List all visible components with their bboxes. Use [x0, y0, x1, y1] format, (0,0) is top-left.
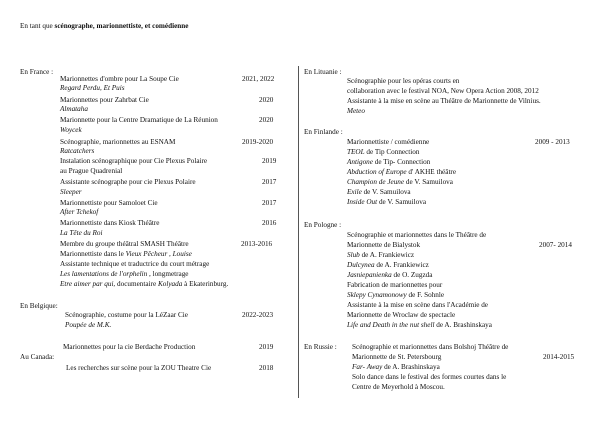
entry-text: d' AKHE théâtre: [406, 168, 457, 176]
entry-year: 2014-2015: [543, 353, 575, 361]
entry-line: [347, 178, 453, 188]
entry-year: 2022-2023: [242, 311, 274, 319]
entry-text: , longmetrage: [147, 270, 189, 278]
production-title: Life and Death in the nut shell: [347, 321, 435, 329]
entry-year: 2020: [259, 96, 274, 104]
production-title: Kolyada: [157, 280, 183, 288]
production-title: Sklepy Cynamonowy: [347, 291, 407, 299]
entry-line: Scénographie et marionnettes dans le Théâtre de: [347, 231, 487, 239]
entry-text: de A. Frankiewicz: [374, 261, 429, 269]
entry-line: Solo dance dans le festival des formes courtes dans le: [352, 373, 507, 381]
production-title: Inside Out: [347, 198, 378, 206]
entry-text: de O. Zugzda: [391, 271, 433, 279]
entry-title: Membre du groupe théâtral SMASH Théâtre: [60, 240, 189, 248]
section-heading-pologne: En Pologne :: [304, 221, 342, 229]
entry-year: 2017: [262, 199, 277, 207]
entry-text: de Tip Connection: [364, 148, 420, 156]
entry-line: Assistante à la mise en scène au Théâtre de Marionnette de Vilnius.: [347, 97, 541, 105]
entry-line: [347, 291, 444, 301]
entry-text: à Ekaterinburg.: [182, 280, 229, 288]
entry-text: de Tip- Connection: [372, 158, 431, 166]
production-title: Vieux Pêcheur , Louise: [125, 250, 192, 258]
entry-line: [347, 168, 456, 178]
production-title: TEOL: [347, 148, 365, 156]
production-title: Exile: [347, 188, 362, 196]
entry-line: Centre de Meyerhold à Moscou.: [352, 383, 445, 391]
entry-line: [347, 198, 426, 208]
entry-text: de A. Brashinskaya: [382, 363, 440, 371]
production-title: Poupée de M.K.: [65, 321, 112, 329]
entry-line: Assistante à la mise en scène dans l'Académie de: [347, 301, 489, 309]
entry-text: Marionnettiste dans le: [60, 250, 126, 258]
production-title: Les lamentations de l'orphelin: [60, 270, 148, 278]
production-title: Jasniepanienka: [347, 271, 392, 279]
entry-line: [347, 188, 411, 198]
entry-title: Instalation scénographique pour Cie Plexus Polaire: [60, 157, 208, 165]
entry-line: [347, 321, 492, 331]
entry-year: 2007- 2014: [539, 241, 572, 249]
section-heading-canada: Au Canada:: [20, 353, 55, 361]
entry-year: 2019: [259, 343, 274, 351]
production-title: La Tête du Roi: [60, 229, 103, 237]
entry-year: 2009 - 2013: [535, 138, 570, 146]
entry-line: [60, 280, 228, 290]
entry-line: [347, 148, 420, 158]
entry-line: Scénographie et marionnettes dans Bolshoj Théâtre de: [352, 343, 509, 351]
entry-year: 2017: [262, 178, 277, 186]
entry-line: Assistante technique et traductrice du court métrage: [60, 260, 210, 268]
production-title: Champion de Jeune: [347, 178, 405, 186]
entry-title: Marionnettes pour la cie Berdache Production: [63, 343, 196, 351]
entry-title: Marionnettiste / comédienne: [347, 138, 430, 146]
entry-line: [60, 270, 189, 280]
production-title: Woycek: [60, 126, 82, 134]
entry-line: Scénographie pour les opéras courts en: [347, 77, 460, 85]
entry-title: Marionnette de Bialystok: [347, 241, 421, 249]
entry-text: de A. Brashinskaya: [434, 321, 492, 329]
production-title: Meteo: [347, 107, 365, 115]
section-heading-france: En France :: [20, 68, 54, 76]
production-title: Dulcynea: [347, 261, 375, 269]
entry-text: de F. Sohnle: [406, 291, 445, 299]
production-title: Ratcatchers: [60, 147, 95, 155]
entry-text: documentaire: [115, 280, 158, 288]
production-title: Abduction of Europe: [347, 168, 407, 176]
entry-title: Scénographie, costume pour la LéZaar Cie: [65, 311, 188, 319]
production-title: Sleeper: [60, 188, 82, 196]
entry-year: 2021, 2022: [242, 75, 275, 83]
entry-subtitle: au Prague Quadrenial: [60, 167, 123, 175]
entry-title: Scénographie, marionnettes au ESNAM: [60, 138, 176, 146]
entry-text: de V. Samuilova: [404, 178, 453, 186]
production-title: Far- Away: [352, 363, 383, 371]
entry-line: [347, 271, 432, 281]
entry-line: [347, 251, 414, 261]
production-title: Etre aimer par qui,: [60, 280, 116, 288]
entry-line: Marionnette de Wroclaw de spectacle: [347, 311, 456, 319]
entry-line: [347, 158, 430, 168]
entry-line: [347, 261, 429, 271]
entry-text: de V. Samuilova: [361, 188, 411, 196]
entry-text: de V. Samuilova: [377, 198, 427, 206]
entry-title: Marionnettiste dans Kiosk Théâtre: [60, 219, 160, 227]
entry-year: 2019: [262, 157, 277, 165]
entry-year: 2020: [259, 116, 274, 124]
page-header: [20, 22, 188, 32]
section-heading-belgique: En Belgique:: [20, 302, 58, 310]
entry-title: Marionnettiste pour Samoloet Cie: [60, 199, 158, 207]
entry-line: collaboration avec le festival NOA, New Opera Action 2008, 2012: [347, 87, 539, 95]
entry-year: 2016: [262, 219, 277, 227]
header-emphasis: scénographe, marionnettiste, et comédienne: [54, 22, 189, 30]
entry-title: Marionnette de St. Petersbourg: [352, 353, 442, 361]
section-heading-russie: En Russie :: [304, 343, 337, 351]
entry-title: Marionnettes pour Zahrbat Cie: [60, 96, 149, 104]
section-heading-finlande: En Finlande :: [304, 128, 343, 136]
entry-title: Les recherches sur scène pour la ZOU Theatre Cie: [66, 364, 212, 372]
entry-year: 2013-2016: [241, 240, 273, 248]
entry-title: Marionnettes d'ombre pour La Soupe Cie: [60, 75, 179, 83]
production-title: After Tchekof: [60, 208, 99, 216]
entry-line: [60, 250, 192, 260]
entry-title: Marionnette pour la Centre Dramatique de La Réunion: [60, 116, 218, 124]
entry-year: 2019-2020: [242, 138, 274, 146]
header-prefix: En tant que: [20, 22, 55, 30]
entry-text: de A. Frankiewicz: [359, 251, 415, 259]
entry-year: 2018: [259, 364, 274, 372]
production-title: Almataha: [60, 105, 88, 113]
entry-line: [352, 363, 440, 373]
entry-title: Assistante scénographe pour cie Plexus Polaire: [60, 178, 196, 186]
production-title: Regard Perdu, Et Puis: [60, 84, 125, 92]
column-divider: [298, 66, 299, 398]
entry-line: Fabrication de marionnettes pour: [347, 281, 443, 289]
production-title: Antigone: [347, 158, 373, 166]
production-title: Slub: [347, 251, 360, 259]
section-heading-lituanie: En Lituanie :: [304, 68, 342, 76]
